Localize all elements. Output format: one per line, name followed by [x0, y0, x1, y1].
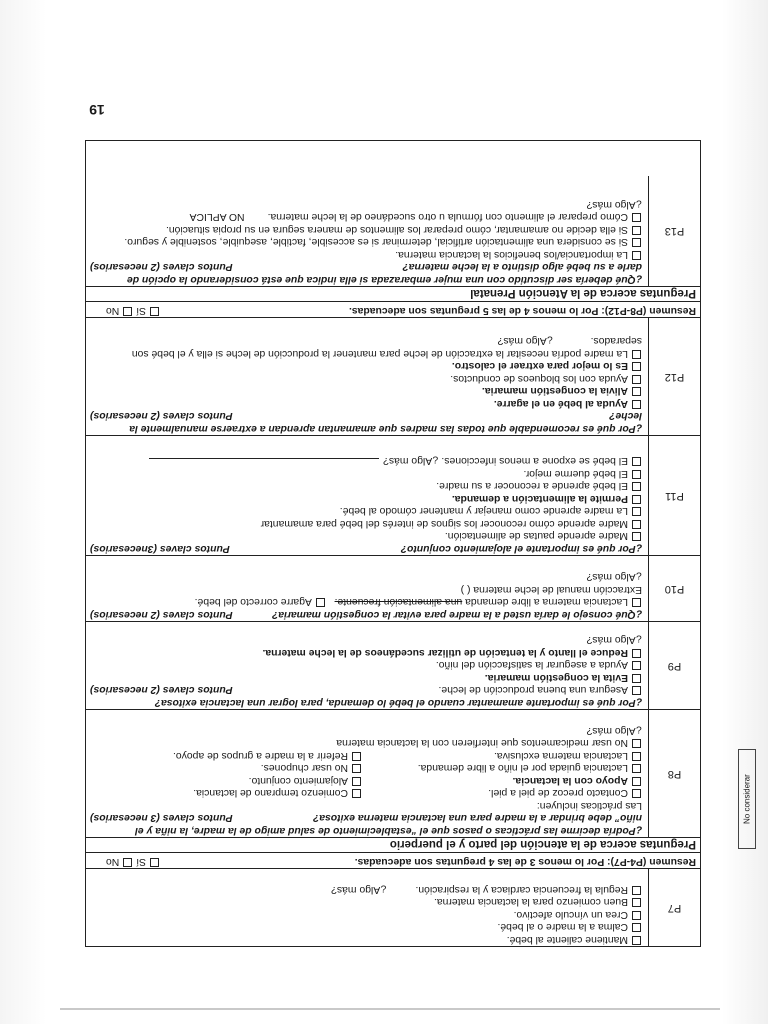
yes-no-options: Sí No: [106, 304, 160, 317]
row-code: P7: [648, 869, 700, 946]
side-label-no-considerar: No considerar: [738, 749, 756, 849]
list-item[interactable]: Reduce el llanto y la tentación de utilizar sucedáneos de la leche materna.: [90, 646, 642, 659]
checkbox[interactable]: [632, 350, 641, 359]
checkbox[interactable]: [632, 470, 641, 479]
key-points: Puntos claves (3 necesarios): [90, 812, 233, 824]
checkbox[interactable]: [632, 687, 641, 696]
question: ¿Por qué es importante amamantar cuando el bebé lo demanda, para lograr una lactancia exitosa?: [154, 697, 642, 708]
checkbox[interactable]: [632, 790, 641, 799]
checkbox[interactable]: [632, 777, 641, 786]
list-item[interactable]: Ayuda con los bloqueos de conductos.: [90, 372, 642, 385]
checkbox[interactable]: [632, 649, 641, 658]
answer-line[interactable]: [149, 459, 379, 460]
list-item[interactable]: Lactancia materna exclusiva.Referir a la madre a grupos de apoyo.: [90, 749, 642, 762]
row-code: P12: [648, 318, 700, 435]
summary-p4-p7: Resumen (P4-P7): Por lo menos 3 de las 4 preguntas son adecuadas. Sí No: [86, 852, 700, 868]
yes-no-options: Sí No: [106, 855, 160, 868]
row-code: P8: [648, 710, 700, 837]
list-item[interactable]: Madre aprende cómo reconocer los signos de interés del bebé para amamantar: [90, 517, 642, 530]
list-item[interactable]: Permite la alimentación a demanda.: [90, 492, 642, 505]
list-item[interactable]: Buen comienzo para la lactancia materna.: [90, 895, 642, 908]
checkbox[interactable]: [316, 599, 325, 608]
checkbox[interactable]: [632, 911, 641, 920]
list-item[interactable]: Si ella decide no amamantar, cómo preparar los alimentos de manera segura en su propia situación.: [90, 223, 642, 236]
checkbox[interactable]: [632, 458, 641, 467]
list-item[interactable]: Calma a la madre o al bebé.: [90, 920, 642, 933]
row-p8: P8 ¿Podría decirme las prácticas o pasos que el “establecimiento de salud amigo de la madre, la niña y el niño” debe brindar a la madre para una lactancia materna exitosa? Puntos claves (3 necesarios) Las prácticas incluyen: Contacto precoz de piel a piel.Comienzo temprano de lactancia. Apoyo con la lactancia.Alojamiento conjunto. Lactancia guiada por el niño a libre demanda.No usar chupones. Lactancia materna exclusiva.Referir a la madre a grupos de apoyo. No usar medicamentos que interfieren con la lactancia materna ¿Algo más?: [86, 709, 700, 837]
checkbox[interactable]: [632, 214, 641, 223]
more-prompt: ¿Algo más?: [586, 571, 642, 583]
list-item[interactable]: El bebé se expone a menos infecciones. ¿Algo más?: [90, 454, 642, 467]
list-item[interactable]: Mantiene caliente al bebé.: [90, 933, 642, 946]
checkbox[interactable]: [632, 508, 641, 517]
key-points: Puntos claves (3necesarios): [90, 543, 230, 554]
row-p9: [86, 621, 700, 709]
row-p7: [86, 868, 700, 946]
list-item[interactable]: La madre aprende como manejar y mantener cómodo al bebé.: [90, 504, 642, 517]
row-p13: P13 ¿Qué debería ser discutido con una mujer embarazada si ella indica que está considerando la opción de darle a su bebé algo distinto a la leche materna? Puntos claves (2 necesarios) La importancia/los beneficios la lactancia materna. Si se considera una alimentación artificial, determinar si es accesible, factible, asequible, sostenible y seguro. Si ella decide no amamantar, cómo preparar los alimentos de manera segura en su propia situación. Cómo preparar el alimento con fórmula u otro sucedáneo de la leche materna. NO APLICA ¿Algo más?: [86, 176, 700, 286]
row-code: P13: [648, 176, 700, 286]
checkbox[interactable]: [632, 599, 641, 608]
question: ¿Qué consejo le daría usted a la madre para evitar la congestión mamaria?: [271, 609, 642, 620]
row-p10: [86, 555, 700, 621]
checkbox[interactable]: [632, 363, 641, 372]
list-item[interactable]: Es lo mejor para extraer el calostro.: [90, 359, 642, 372]
checkbox[interactable]: [632, 752, 641, 761]
key-points: Puntos claves (2 necesarios): [90, 261, 233, 273]
checkbox[interactable]: [632, 239, 641, 248]
checkbox[interactable]: [352, 777, 361, 786]
list-item[interactable]: Regula la frecuencia cardiaca y la respiración. ¿Algo más?: [90, 883, 642, 896]
checkbox[interactable]: [632, 483, 641, 492]
key-points: Puntos claves (2 necesarios): [90, 609, 233, 620]
row-code: P9: [648, 622, 700, 709]
checkbox[interactable]: [352, 765, 361, 774]
checkbox[interactable]: [632, 662, 641, 671]
more-prompt: ¿Algo más?: [586, 634, 642, 646]
more-prompt: ¿Algo más?: [331, 884, 387, 895]
checkbox[interactable]: [632, 886, 641, 895]
list-item[interactable]: Contacto precoz de piel a piel.Comienzo temprano de lactancia.: [90, 786, 642, 799]
page-number: 19: [89, 102, 105, 118]
list-item[interactable]: Apoyo con la lactancia.Alojamiento conjunto.: [90, 774, 642, 787]
row-p12: P12 ¿Por qué es recomendable que todas las madres que amamantan aprendan a extraerse manualmente la leche? Puntos claves (2 necesarios) Ayuda al bebé en el agarre. Alivia la congestión mamaria. Ayuda con los bloqueos de conductos. Es lo mejor para extraer el calostro. La madre podría necesitar la extracción de leche para mantener la producción de leche si ella y el bebé son separados. ¿Algo más?: [86, 317, 700, 435]
list-item[interactable]: Extracción manual de leche materna ( ): [460, 584, 642, 595]
list-item[interactable]: No usar medicamentos que interfieren con la lactancia materna: [90, 736, 642, 749]
more-prompt: ¿Algo más?: [586, 199, 642, 210]
question: ¿Podría decirme las prácticas o pasos que el “establecimiento de salud amigo de la madre, la niña y el: [134, 825, 642, 836]
summary-p8-p12: Resumen (P8-P12): Por lo menos 4 de las 5 preguntas son adecuadas. Sí No: [86, 301, 700, 317]
list-item[interactable]: Cómo preparar el alimento con fórmula u otro sucedáneo de la leche materna. NO APLICA: [90, 210, 642, 223]
question: ¿Por qué es importante el alojamiento conjunto?: [400, 543, 642, 554]
checkbox[interactable]: [632, 899, 641, 908]
checkbox[interactable]: [632, 400, 641, 409]
not-applicable-label: NO APLICA: [189, 211, 245, 223]
list-item[interactable]: Madre aprende pautas de alimentación.: [90, 529, 642, 542]
question: ¿Por qué es recomendable que todas las madres que amamantan aprendan a extraerse manualmente la: [129, 423, 642, 434]
row-code: P10: [648, 556, 700, 621]
checkbox[interactable]: [632, 388, 641, 397]
list-item[interactable]: La madre podría necesitar la extracción de leche para mantener la producción de leche si ella y el bebé son: [90, 347, 642, 360]
key-points: Puntos claves (2 necesarios): [90, 410, 233, 422]
row-code: P11: [648, 436, 700, 555]
checkbox[interactable]: [352, 752, 361, 761]
list-item[interactable]: Crea un vínculo afectivo.: [90, 908, 642, 921]
list-item[interactable]: Si se considera una alimentación artificial, determinar si es accesible, factible, asequible, sostenible y seguro.: [90, 235, 642, 248]
checkbox[interactable]: [632, 520, 641, 529]
list-item[interactable]: Ayuda al bebé en el agarre.: [90, 397, 642, 410]
checkbox-no[interactable]: [123, 858, 132, 867]
checkbox[interactable]: [632, 251, 641, 260]
checkbox[interactable]: [632, 674, 641, 683]
list-item[interactable]: Lactancia guiada por el niño a libre demanda.No usar chupones.: [90, 761, 642, 774]
checkbox[interactable]: [632, 936, 641, 945]
evaluation-form: [85, 140, 701, 947]
more-prompt: ¿Algo más?: [497, 335, 554, 347]
list-item[interactable]: El bebé duerme mejor.: [90, 467, 642, 480]
checkbox[interactable]: [632, 495, 641, 504]
list-item[interactable]: Lactancia materna a libre demanda una alimentación frecuente. Agarre correcto del bebé.: [90, 595, 642, 608]
checkbox-yes[interactable]: [150, 858, 159, 867]
section-heading: Preguntas acerca de la Atención Prenatal: [86, 286, 700, 301]
checkbox[interactable]: [632, 765, 641, 774]
list-item[interactable]: Evita la congestión mamaria.: [90, 671, 642, 684]
checkbox[interactable]: [632, 375, 641, 384]
checkbox[interactable]: [632, 740, 641, 749]
row-p11: [86, 435, 700, 555]
checkbox[interactable]: [352, 790, 361, 799]
checkbox[interactable]: [632, 924, 641, 933]
checkbox-yes[interactable]: [150, 307, 159, 316]
checkbox-no[interactable]: [123, 307, 132, 316]
key-points: Puntos claves (2 necesarios): [90, 684, 233, 696]
list-item[interactable]: Alivia la congestión mamaria.: [90, 384, 642, 397]
checkbox[interactable]: [632, 226, 641, 235]
checkbox[interactable]: [632, 533, 641, 542]
section-heading: Preguntas acerca de la atención del parto y el puerperio: [86, 837, 700, 852]
question: ¿Qué debería ser discutido con una mujer embarazada si ella indica que está considerando la opción de: [126, 274, 642, 285]
list-item[interactable]: Asegura una buena producción de leche. Puntos claves (2 necesarios): [90, 683, 642, 696]
row-content: [86, 882, 644, 947]
list-item[interactable]: La importancia/los beneficios la lactancia materna.: [90, 248, 642, 261]
list-item[interactable]: El bebé aprende a reconocer a su madre.: [90, 479, 642, 492]
more-prompt: ¿Algo más?: [586, 725, 642, 736]
list-item[interactable]: Ayuda a asegurar la satisfacción del niño.: [90, 658, 642, 671]
